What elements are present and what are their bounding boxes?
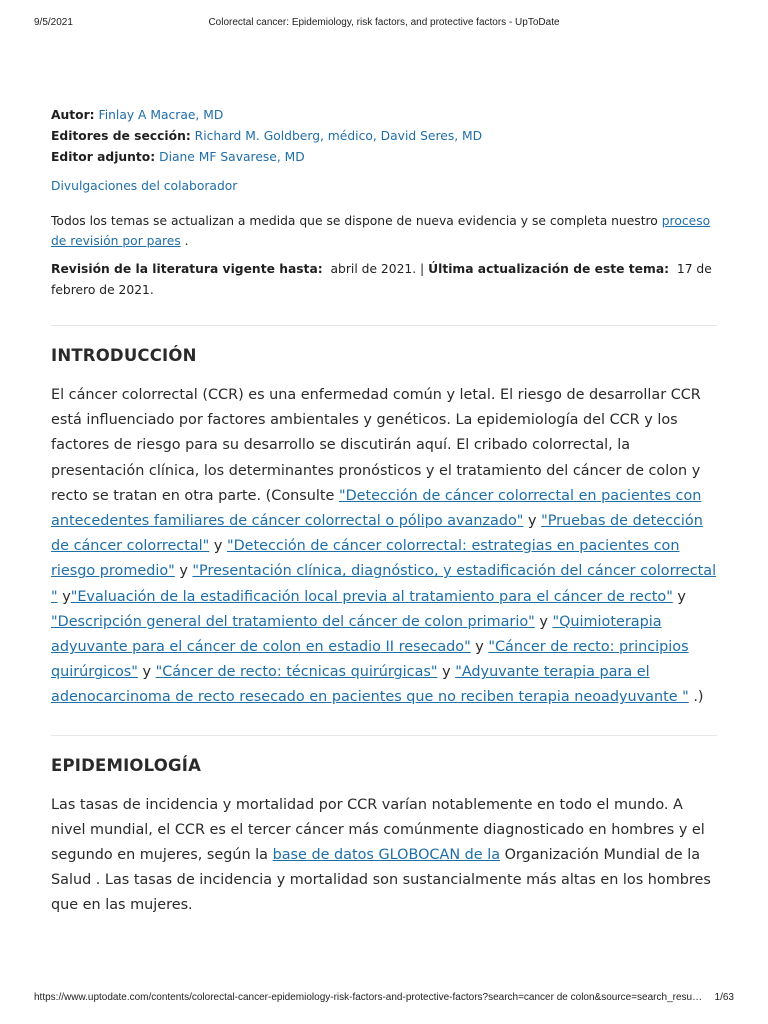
author-row: Autor: Finlay A Macrae, MD — [51, 108, 224, 122]
print-url: https://www.uptodate.com/contents/colorectal-cancer-epidemiology-risk-factors-and-protective-factors?search=cancer de colon&source=search_resu… — [34, 992, 703, 1003]
update-notice-text: Todos los temas se actualizan a medida que se dispone de nueva evidencia y se completa nuestro — [51, 214, 662, 228]
topic-link[interactable]: "Cáncer de recto: técnicas quirúrgicas" — [155, 664, 438, 681]
epidemiology-heading: EPIDEMIOLOGÍA — [51, 755, 202, 775]
print-header — [34, 17, 734, 31]
section-divider — [51, 735, 717, 736]
print-page-title: Colorectal cancer: Epidemiology, risk factors, and protective factors - UpToDate — [208, 17, 560, 28]
last-updated-date: 17 de febrero de 2021. — [51, 262, 712, 297]
topic-link[interactable]: "Presentación clínica, diagnóstico, y estadificación del cáncer colorrectal " — [51, 563, 717, 605]
introduction-text: El cáncer colorrectal (CCR) es una enfermedad común y letal. El riesgo de desarrollar CCR está influenciado por factores ambientales y genéticos. La epidemiología del CCR y los factores de riesgo para su desarrollo se discutirán aquí. El cribado colorrectal, la presentación clínica, los determinantes pronósticos y el tratamiento del cáncer de colon y recto se tratan en otra parte. (Consulte — [51, 387, 701, 504]
section-divider — [51, 325, 717, 326]
topic-link[interactable]: "Detección de cáncer colorrectal en pacientes con antecedentes familiares de cáncer colorrectal o pólipo avanzado" — [51, 487, 702, 530]
topic-link[interactable]: "Evaluación de la estadificación local previa al tratamiento para el cáncer de recto" — [70, 588, 673, 605]
deputy-editor-link[interactable]: Diane MF Savarese, MD — [159, 150, 305, 164]
page-number: 1/63 — [714, 992, 734, 1003]
topic-link[interactable]: "Quimioterapia adyuvante para el cáncer de colon en estadio II resecado" — [51, 613, 662, 656]
literature-review-label: Revisión de la literatura vigente hasta — [51, 262, 318, 276]
topic-link[interactable]: "Descripción general del tratamiento del cáncer de colon primario" — [51, 613, 535, 630]
introduction-heading: INTRODUCCIÓN — [51, 346, 197, 365]
update-notice: Todos los temas se actualizan a medida que se dispone de nueva evidencia y se completa nuestro proceso de revisión por pares . — [51, 214, 711, 248]
deputy-editor-row: Editor adjunto: Diane MF Savarese, MD — [51, 150, 305, 164]
deputy-editor-label: Editor adjunto — [51, 150, 151, 164]
epidemiology-paragraph: Las tasas de incidencia y mortalidad por CCR varían notablemente en todo el mundo. A nivel mundial, el CCR es el tercer cáncer más comúnmente diagnosticado en hombres y el segundo en mujeres, según la base de datos GLOBOCAN de la Organización Mundial de la Salud . Las tasas de incidencia y mortalidad son sustancialmente más altas en los hombres que en las mujeres. — [51, 796, 711, 914]
section-editors-link[interactable]: Richard M. Goldberg, médico, David Seres, MD — [194, 129, 483, 143]
section-editors-row: Editores de sección: Richard M. Goldberg, médico, David Seres, MD — [51, 129, 483, 143]
print-footer — [34, 992, 734, 1006]
author-block — [51, 105, 717, 168]
topic-link[interactable]: "Pruebas de detección de cáncer colorrectal" — [51, 513, 703, 555]
topic-link[interactable]: "Adyuvante terapia para el adenocarcinoma de recto resecado en pacientes que no reciben terapia neoadyuvante " — [51, 664, 689, 706]
topic-link[interactable]: "Detección de cáncer colorrectal: estrategias en pacientes con riesgo promedio" — [51, 538, 680, 580]
introduction-paragraph: El cáncer colorrectal (CCR) es una enfermedad común y letal. El riesgo de desarrollar CCR está influenciado por factores ambientales y genéticos. La epidemiología del CCR y los factores de riesgo para su desarrollo se discutirán aquí. El cribado colorrectal, la presentación clínica, los determinantes pronósticos y el tratamiento del cáncer de colon y recto se tratan en otra parte. (Consulte "Detección de cáncer colorrectal en pacientes con antecedentes familiares de cáncer colorrectal o pólipo avanzado" y "Pruebas de detección de cáncer colorrectal" y "Detección de cáncer colorrectal: estrategias en pacientes con riesgo promedio" y "Presentación clínica, diagnóstico, y estadificación del cáncer colorrectal " y"Evaluación de la estadificación local previa al tratamiento para el cáncer de recto" y "Descripción general del tratamiento del cáncer de colon primario" y "Quimioterapia adyuvante para el cáncer de colon en estadio II resecado" y "Cáncer de recto: principios quirúrgicos" y "Cáncer de recto: técnicas quirúrgicas" y "Adyuvante terapia para el adenocarcinoma de recto resecado en pacientes que no reciben terapia neoadyuvante " .) — [51, 387, 717, 706]
globocan-database-link[interactable]: base de datos GLOBOCAN de la — [272, 847, 501, 864]
contributor-disclosures-link[interactable]: Divulgaciones del colaborador — [51, 179, 238, 193]
author-label: Autor — [51, 108, 90, 122]
last-updated-label: Última actualización de este tema — [428, 262, 665, 276]
literature-review-status: Revisión de la literatura vigente hasta: abril de 2021. | Última actualización de este tema: 17 de febrero de 2021. — [51, 262, 712, 297]
literature-review-date: abril de 2021. — [330, 262, 417, 276]
author-link[interactable]: Finlay A Macrae, MD — [98, 108, 224, 122]
peer-review-process-link[interactable]: proceso de revisión por pares — [51, 214, 711, 248]
article-content — [51, 105, 717, 919]
print-date: 9/5/2021 — [34, 17, 73, 28]
section-editors-label: Editores de sección — [51, 129, 186, 143]
topic-link[interactable]: "Cáncer de recto: principios quirúrgicos" — [51, 639, 689, 681]
